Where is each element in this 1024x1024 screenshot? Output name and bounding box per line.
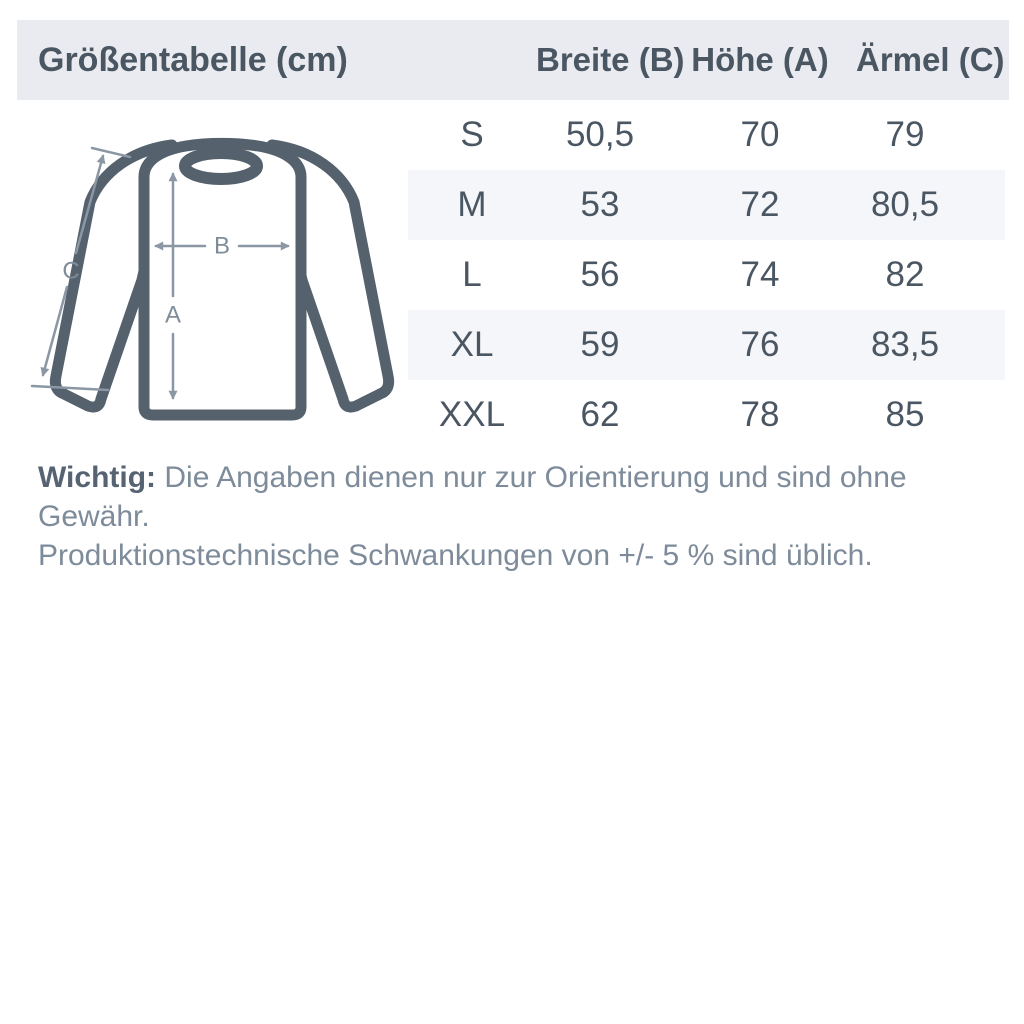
cell-breite: 59 bbox=[580, 325, 620, 364]
cell-hoehe: 72 bbox=[740, 185, 780, 224]
disclaimer-note bbox=[38, 458, 988, 575]
cell-breite: 56 bbox=[580, 255, 620, 294]
size-table-body bbox=[408, 100, 1005, 450]
sweater-measurement-diagram bbox=[20, 120, 420, 440]
cell-hoehe: 78 bbox=[740, 395, 780, 434]
dimension-label-b: B bbox=[213, 232, 231, 260]
cell-aermel: 80,5 bbox=[870, 185, 940, 224]
cell-hoehe: 70 bbox=[740, 115, 780, 154]
collar bbox=[185, 153, 257, 179]
disclaimer-label: Wichtig: bbox=[38, 461, 157, 494]
cell-size: XL bbox=[450, 325, 494, 364]
cell-aermel: 79 bbox=[885, 115, 925, 154]
cell-hoehe: 76 bbox=[740, 325, 780, 364]
cell-breite: 50,5 bbox=[565, 115, 635, 154]
disclaimer-line2: Produktionstechnische Schwankungen von +/- 5 % sind üblich. bbox=[38, 539, 873, 572]
table-row-M bbox=[408, 170, 1005, 240]
cell-breite: 53 bbox=[580, 185, 620, 224]
cell-breite: 62 bbox=[580, 395, 620, 434]
size-table-header bbox=[17, 20, 1009, 100]
column-header-hoehe: Höhe (A) bbox=[691, 41, 829, 78]
cell-aermel: 85 bbox=[885, 395, 925, 434]
cell-size: XXL bbox=[438, 395, 506, 434]
column-header-breite: Breite (B) bbox=[536, 41, 685, 78]
cell-size: M bbox=[457, 185, 487, 224]
table-row-L bbox=[408, 240, 1005, 310]
cell-size: S bbox=[460, 115, 484, 154]
disclaimer-line1: Die Angaben dienen nur zur Orientierung und sind ohne Gewähr. bbox=[38, 461, 907, 533]
cell-size: L bbox=[462, 255, 482, 294]
table-row-S bbox=[408, 100, 1005, 170]
cell-hoehe: 74 bbox=[740, 255, 780, 294]
dimension-c-tick-top bbox=[92, 148, 130, 157]
cell-aermel: 82 bbox=[885, 255, 925, 294]
page-title: Größentabelle (cm) bbox=[38, 40, 348, 79]
table-row-XXL bbox=[408, 380, 1005, 450]
dimension-label-c: C bbox=[62, 257, 80, 285]
dimension-label-a: A bbox=[164, 301, 182, 329]
column-header-aermel: Ärmel (C) bbox=[856, 41, 1005, 78]
cell-aermel: 83,5 bbox=[870, 325, 940, 364]
table-row-XL bbox=[408, 310, 1005, 380]
